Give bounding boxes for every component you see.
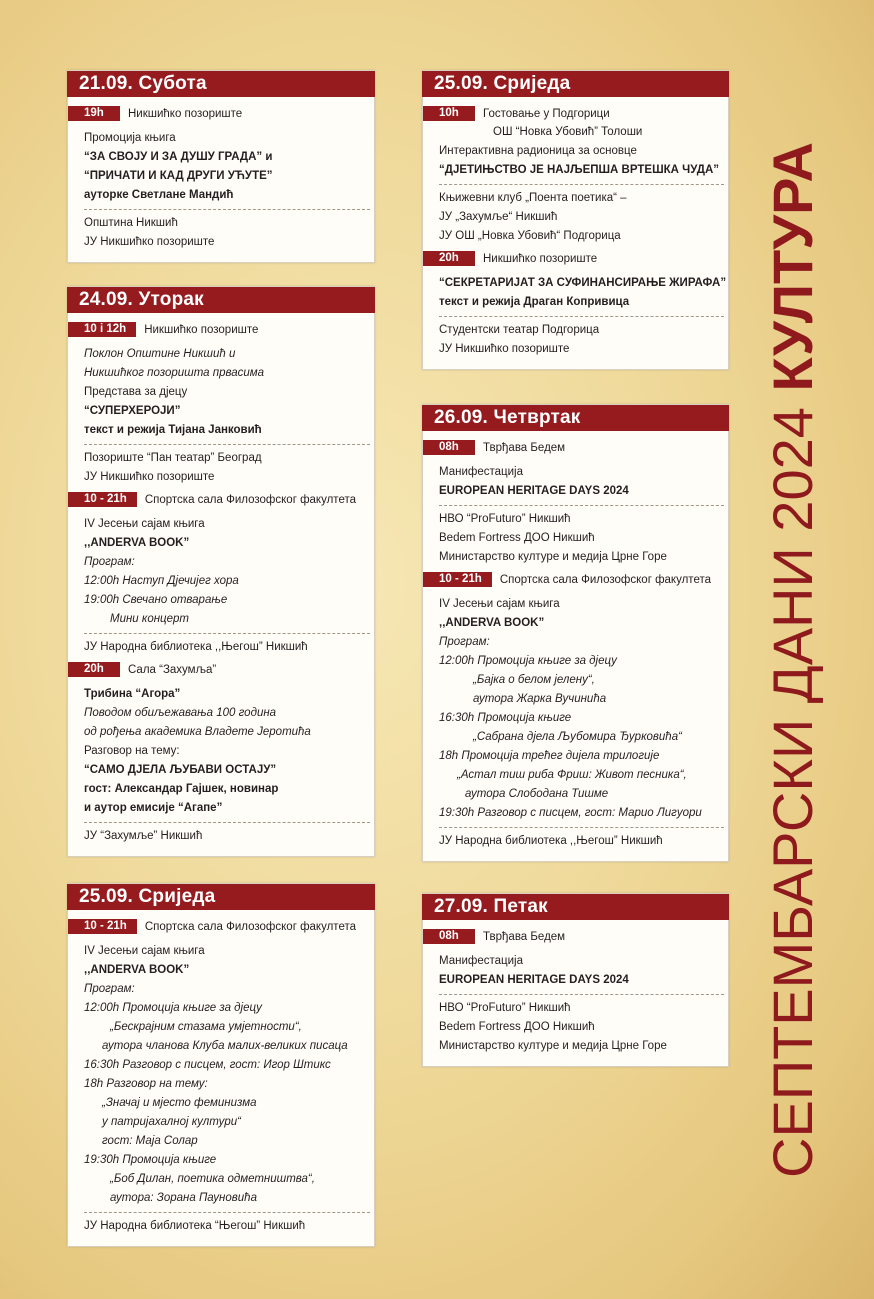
event-venue: Никшићко позориште [128,107,243,120]
event-line: 12:00h Промоција књиге за дјецу [439,655,617,667]
day-body [423,97,728,369]
event-venue: Никшићко позориште [483,252,598,265]
event-line: Министарство културе и медија Црне Горе [439,1040,667,1052]
side-title-light: СЕПТЕМБАРСКИ ДАНИ 2024 [761,391,824,1178]
event-line: Представа за дјецу [84,386,188,398]
day-header: 25.09. Сриједа [67,884,375,910]
event-line: „Значај и мјесто феминизма [102,1097,257,1109]
dashed-divider [84,633,370,634]
dashed-divider [439,316,724,317]
event-slot-header [68,106,374,121]
day-header: 27.09. Петак [422,894,729,920]
event-line: “СУПЕРХЕРОЈИ” [84,405,181,417]
event-line: у патријахалној култури“ [102,1116,241,1128]
dashed-divider [84,209,370,210]
event-line: “ДЈЕТИЊСТВО ЈЕ НАЈЉЕПША ВРТЕШКА ЧУДА” [439,164,720,176]
event-slot-header [423,572,728,587]
day-body [68,97,374,262]
event-line: Општина Никшић [84,217,178,229]
event-line: ЈУ Никшићко позориште [84,471,215,483]
dashed-divider [439,994,724,995]
event-details [423,459,728,569]
event-line: Манифестација [439,955,523,967]
event-line: ЈУ Никшићко позориште [84,236,215,248]
event-details [423,270,728,361]
event-line: ЈУ ОШ „Новка Убовић“ Подгорица [439,230,621,242]
event-slot-header [423,251,728,266]
event-venue: Никшићко позориште [144,323,259,336]
day-card-24-09 [67,286,375,857]
event-time-badge: 08h [423,929,475,944]
event-line: Разговор на тему: [84,745,180,757]
event-line: текст и режија Драган Копривица [439,296,630,308]
event-line: Bedem Fortress ДОО Никшић [439,1021,595,1033]
event-line: ЈУ Никшићко позориште [439,343,570,355]
day-body [68,313,374,856]
event-slot-header [423,440,728,455]
event-line: Програм: [84,556,135,568]
event-line: Никшићког позоришта прваcима [84,367,265,379]
event-line: „Бескрајним стазама умјетности“, [110,1021,302,1033]
event-details [68,938,374,1238]
event-line: од рођења академика Владете Јеротића [84,726,311,738]
event-line: “ЗА СВОЈУ И ЗА ДУШУ ГРАДА” и [84,151,273,163]
event-line: гост: Александар Гајшек, новинар [84,783,279,795]
event-line: Интерактивна радионица за основце [439,145,637,157]
event-venue: Спортска сала Филозофског факултета [144,920,356,933]
event-line: ЈУ Народна библиотека ,,Његош” Никшић [439,835,663,847]
event-details [423,948,728,1058]
event-line: ауторке Светлане Мандић [84,189,234,201]
event-line: Трибина “Агора” [84,688,181,700]
day-header: 26.09. Четвртак [422,405,729,431]
event-line: Програм: [439,636,490,648]
event-line: 19:30h Промоција књиге [84,1154,217,1166]
event-line: „Боб Дилан, поетика одметништва“, [110,1173,315,1185]
event-line: „Бајка о белом јелену“, [473,674,595,686]
event-venue: Сала “Захумља” [128,663,217,676]
event-details [68,341,374,489]
event-time-badge: 10 - 21h [68,919,137,934]
day-header: 21.09. Субота [67,71,375,97]
event-details [68,125,374,254]
event-line: Министарство културе и медија Црне Горе [439,551,667,563]
event-line: ЈУ Народна библиотека “Његош” Никшић [84,1220,306,1232]
event-line: Мини концерт [110,613,189,625]
event-slot-header [423,106,728,121]
day-header: 25.09. Сриједа [422,71,729,97]
event-line: „Астал тиш риба Фриш: Живот песника“, [457,769,687,781]
event-line: НВО “ProFuturo” Никшић [439,1002,571,1014]
event-line: Поклон Општине Никшић и [84,348,236,360]
event-venue: Гостовање у Подгорици [483,107,610,120]
day-body [423,920,728,1066]
dashed-divider [84,1212,370,1213]
event-line: IV Јесењи сајам књига [84,945,205,957]
event-venue-secondary: ОШ “Новка Убовић” Толоши [493,126,643,138]
event-line: „Сабрана дјела Љубомира Ђурковића“ [473,731,682,743]
event-venue: Спортска сала Филозофског факултета [144,493,356,506]
event-line: НВО “ProFuturo” Никшић [439,513,571,525]
event-line: гост: Маја Солар [102,1135,198,1147]
day-card-26-09 [422,404,729,862]
event-line: ,,ANDERVA BOOK” [84,964,190,976]
event-time-badge: 20h [68,662,120,677]
event-line: ЈУ Народна библиотека ,,Његош” Никшић [84,641,308,653]
day-header: 24.09. Уторак [67,287,375,313]
event-line: IV Јесењи сајам књига [84,518,205,530]
day-body [68,910,374,1246]
event-line: и аутор емисије “Агапе” [84,802,223,814]
event-line: “САМО ДЈЕЛА ЉУБАВИ ОСТАЈУ” [84,764,277,776]
day-card-21-09 [67,70,375,263]
event-line: “ПРИЧАТИ И КАД ДРУГИ УЋУТЕ” [84,170,273,182]
side-title-bold: КУЛТУРА [761,142,824,392]
event-line: аутора: Зорана Пауновића [110,1192,257,1204]
dashed-divider [439,827,724,828]
event-line: 12:00h Наступ Дјечијег хора [84,575,239,587]
dashed-divider [439,505,724,506]
event-line: 16:30h Разговор с писцем, гост: Игор Штикс [84,1059,331,1071]
event-line: 19:30h Разговор с писцем, гост: Марио Лигуори [439,807,702,819]
event-slot-header [423,929,728,944]
event-line: “СЕКРЕТАРИЈАТ ЗА СУФИНАНСИРАЊЕ ЖИРАФА” [439,277,727,289]
event-time-badge: 10 i 12h [68,322,136,337]
event-slot-header [68,662,374,677]
event-details [68,511,374,659]
event-line: Позориште “Пан театар” Београд [84,452,262,464]
event-line: EUROPEAN HERITAGE DAYS 2024 [439,485,629,497]
event-venue: Спортска сала Филозофског факултета [499,573,711,586]
event-line: 16:30h Промоција књиге [439,712,572,724]
event-details [68,681,374,848]
event-line: ,,ANDERVA BOOK” [439,617,545,629]
event-details [423,125,728,248]
event-line: ,,ANDERVA BOOK” [84,537,190,549]
side-title [760,95,826,1225]
event-time-badge: 19h [68,106,120,121]
event-line: ЈУ „Захумље“ Никшић [439,211,558,223]
event-slot-header [68,919,374,934]
event-line: аутора Жарка Вучинића [473,693,607,705]
day-card-27-09 [422,893,729,1067]
event-details [423,591,728,853]
event-line: Промоција књига [84,132,176,144]
event-line: Манифестација [439,466,523,478]
day-body [423,431,728,861]
event-line: 12:00h Промоција књиге за дјецу [84,1002,262,1014]
event-slot-header [68,492,374,507]
event-line: 18h Промоција трећег дијела трилогије [439,750,660,762]
day-card-25-09-left [67,883,375,1247]
event-line: текст и режија Тијана Јанковић [84,424,262,436]
event-line: IV Јесењи сајам књига [439,598,560,610]
dashed-divider [84,444,370,445]
event-slot-header [68,322,374,337]
event-line: Bedem Fortress ДОО Никшић [439,532,595,544]
event-time-badge: 10h [423,106,475,121]
event-line: 19:00h Свечано отварање [84,594,228,606]
event-line: EUROPEAN HERITAGE DAYS 2024 [439,974,629,986]
event-line: ЈУ “Захумље” Никшић [84,830,203,842]
event-line: 18h Разговор на тему: [84,1078,208,1090]
event-line: аутора Слободана Тишме [465,788,609,800]
event-time-badge: 10 - 21h [423,572,492,587]
day-card-25-09-right [422,70,729,370]
event-line: Књижевни клуб „Поента поетика“ – [439,192,627,204]
event-venue: Тврђава Бедем [483,930,566,943]
dashed-divider [439,184,724,185]
event-line: Студентски театар Подгорица [439,324,600,336]
event-line: Програм: [84,983,135,995]
event-line: Поводом обиљежавања 100 година [84,707,277,719]
event-line: аутора чланова Клуба малих-великих писаца [102,1040,348,1052]
event-venue: Тврђава Бедем [483,441,566,454]
event-time-badge: 20h [423,251,475,266]
event-time-badge: 10 - 21h [68,492,137,507]
dashed-divider [84,822,370,823]
event-time-badge: 08h [423,440,475,455]
